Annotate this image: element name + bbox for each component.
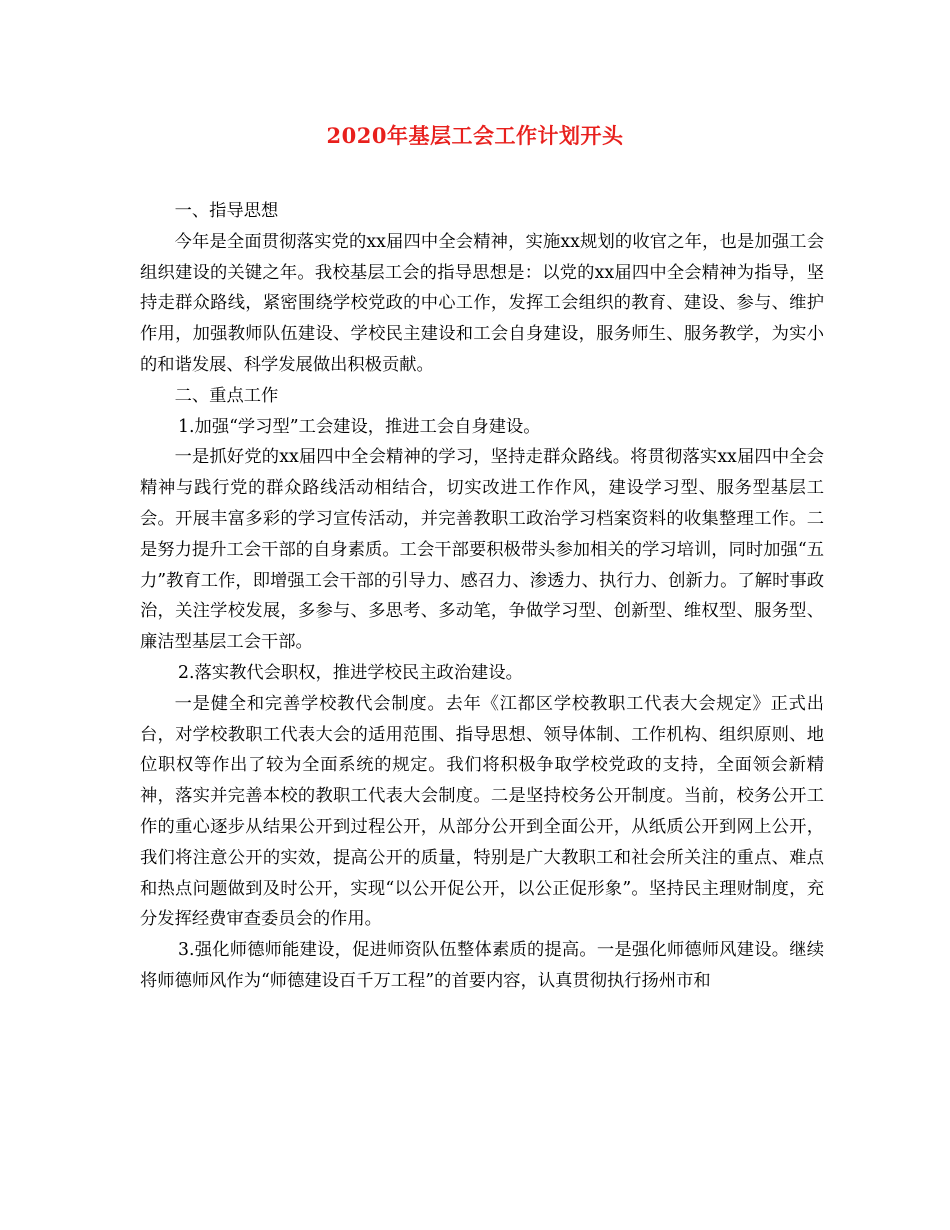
paragraph-staff-congress: 一是健全和完善学校教代会制度。去年《江都区学校教职工代表大会规定》正式出台，对学校教职工代表大会的适用范围、指导思想、领导体制、工作机构、组织原则、地位职权等作出了较为全面系统的规定。我们将积极争取学校党政的支持，全面领会新精神，落实并完善本校的教职工代表大会制度。二是坚持校务公开制度。当前，校务公开工作的重心逐步从结果公开到过程公开，从部分公开到全面公开，从纸质公开到网上公开，我们将注意公开的实效，提高公开的质量，特别是广大教职工和社会所关注的重点、难点和热点问题做到及时公开，实现“以公开促公开，以公正促形象”。坚持民主理财制度，充分发挥经费审查委员会的作用。 — [140, 693, 824, 930]
paragraph-guiding-ideology: 今年是全面贯彻落实党的xx届四中全会精神，实施xx规划的收官之年，也是加强工会组织建设的关键之年。我校基层工会的指导思想是：以党的xx届四中全会精神为指导，坚持走群众路线，紧密围绕学校党政的中心工作，发挥工会组织的教育、建设、参与、维护作用，加强教师队伍建设、学校民主建设和工会自身建设，服务师生、服务教学，为实小的和谐发展、科学发展做出积极贡献。 — [140, 231, 824, 375]
section-heading-key-work: 二、重点工作 — [174, 385, 279, 406]
document-body — [140, 196, 824, 997]
subsection-heading-learning-union: 1.加强“学习型”工会建设，推进工会自身建设。 — [178, 416, 541, 437]
subsection-heading-staff-congress: 2.落实教代会职权，推进学校民主政治建设。 — [178, 662, 523, 683]
document-title: 2020年基层工会工作计划开头 — [326, 123, 624, 148]
paragraph-teacher-ethics: 3.强化师德师能建设，促进师资队伍整体素质的提高。一是强化师德师风建设。继续将师德师风作为“师德建设百千万工程”的首要内容，认真贯彻执行扬州市和 — [140, 940, 824, 991]
section-heading-guiding-ideology: 一、指导思想 — [174, 201, 279, 221]
paragraph-learning-union: 一是抓好党的xx届四中全会精神的学习，坚持走群众路线。将贯彻落实xx届四中全会精神与践行党的群众路线活动相结合，切实改进工作作风，建设学习型、服务型基层工会。开展丰富多彩的学习宣传活动，并完善教职工政治学习档案资料的收集整理工作。二是努力提升工会干部的自身素质。工会干部要积极带头参加相关的学习培训，同时加强“五力”教育工作，即增强工会干部的引导力、感召力、渗透力、执行力、创新力。了解时事政治，关注学校发展，多参与、多思考、多动笔，争做学习型、创新型、维权型、服务型、廉洁型基层工会干部。 — [140, 447, 824, 653]
